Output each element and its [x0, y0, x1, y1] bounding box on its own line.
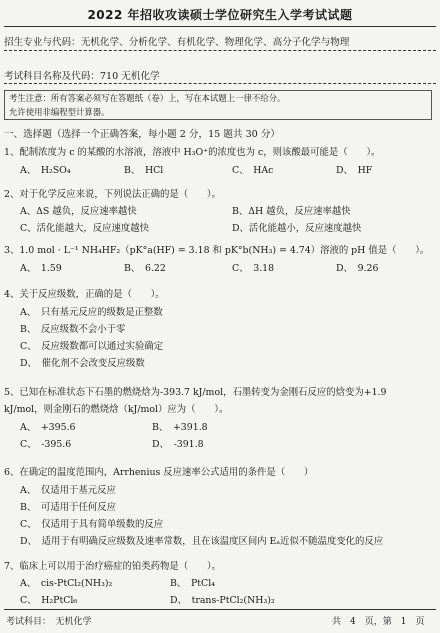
option: A、 1.59 — [20, 263, 62, 274]
option: B、 HCl — [124, 165, 164, 176]
exam-title: 2022 年招收攻读硕士学位研究生入学考试试题 — [87, 8, 353, 22]
option: A、 仅适用于基元反应 — [20, 485, 116, 496]
option: D、 适用于有明确反应级数及速率常数，且在该温度区间内 Eₐ近似不随温度变化的反应 — [20, 536, 384, 547]
option: D、 9.26 — [336, 263, 379, 274]
notes-box — [4, 90, 432, 120]
option: C、 HAc — [232, 165, 274, 176]
question-stem: 7、临床上可以用于治疗癌症的铂类药物是（ ）。 — [4, 561, 221, 572]
option: D、 trans-PtCl₂(NH₃)₂ — [170, 595, 275, 606]
section-heading: 一、选择题（选择一个正确答案，每小题 2 分，15 题共 30 分） — [4, 129, 281, 140]
options-list — [20, 304, 163, 372]
option: D、活化能越小，反应速度越快 — [232, 223, 362, 234]
option: B、 可适用于任何反应 — [20, 502, 116, 513]
title-rule — [4, 26, 436, 27]
option: A、 cis-PtCl₂(NH₃)₂ — [20, 578, 113, 589]
question-stem: 1、配制浓度为 c 的某酸的水溶液，溶液中 H₃O⁺的浓度也为 c，则该酸最可能是（ ）。 — [4, 147, 381, 158]
option: A、 只有基元反应的级数是正整数 — [20, 307, 163, 318]
option: C、活化能越大，反应速度越快 — [20, 223, 150, 234]
option: A、 H₂SO₄ — [20, 165, 71, 176]
footer-page: 共 4 页，第 1 页 — [332, 617, 425, 627]
option: C、 H₂PtCl₆ — [20, 595, 78, 606]
question-stem: 2、对于化学反应来说，下列说法正确的是（ ）。 — [4, 189, 221, 200]
question-stem: 5、已知在标准状态下石墨的燃烧焓为-393.7 kJ/mol，石墨转变为金刚石反应的焓变为+1.9 — [4, 387, 387, 398]
note-line: 允许使用非编程型计算器。 — [9, 107, 110, 117]
option: A、 +395.6 — [20, 422, 76, 433]
option: B、 PtCl₄ — [170, 578, 215, 589]
option: D、 HF — [336, 165, 373, 176]
option: B、 6.22 — [124, 263, 166, 274]
question-stem: 4、关于反应级数，正确的是（ ）。 — [4, 289, 165, 300]
options-list — [20, 482, 383, 550]
question-stem: 3、1.0 mol · L⁻¹ NH₄HF₂（pK°a(HF) = 3.18 和 pK°b(NH₃) = 4.74）溶液的 pH 值是（ ）。 — [4, 245, 430, 256]
major-rule — [4, 50, 436, 51]
option: B、 +391.8 — [152, 422, 208, 433]
option: D、 催化剂不会改变反应级数 — [20, 358, 145, 369]
note-line: 考生注意：所有答案必须写在答题纸（卷）上，写在本试题上一律不给分。 — [9, 93, 286, 103]
subject-line: 考试科目名称及代码：710 无机化学 — [4, 71, 160, 82]
footer-rule — [4, 609, 436, 610]
option: C、 反应级数都可以通过实验确定 — [20, 341, 164, 352]
option: C、 仅适用于具有简单级数的反应 — [20, 519, 164, 530]
footer-subject: 考试科目： 无机化学 — [6, 617, 92, 627]
option: B、ΔH 越负，反应速率越快 — [232, 206, 351, 217]
option: C、 -395.6 — [20, 439, 72, 450]
major-line: 招生专业与代码：无机化学、分析化学、有机化学、物理化学、高分子化学与物理 — [4, 37, 350, 48]
option: A、ΔS 越负，反应速率越快 — [20, 206, 137, 217]
question-stem-cont: kJ/mol，则金刚石的燃烧焓（kJ/mol）应为（ ）。 — [4, 404, 229, 415]
option: C、 3.18 — [232, 263, 275, 274]
option: B、 反应级数不会小于零 — [20, 324, 126, 335]
question-stem: 6、在确定的温度范围内，Arrhenius 反应速率公式适用的条件是（ ） — [4, 467, 314, 478]
option: D、 -391.8 — [152, 439, 204, 450]
subject-rule — [4, 83, 436, 84]
